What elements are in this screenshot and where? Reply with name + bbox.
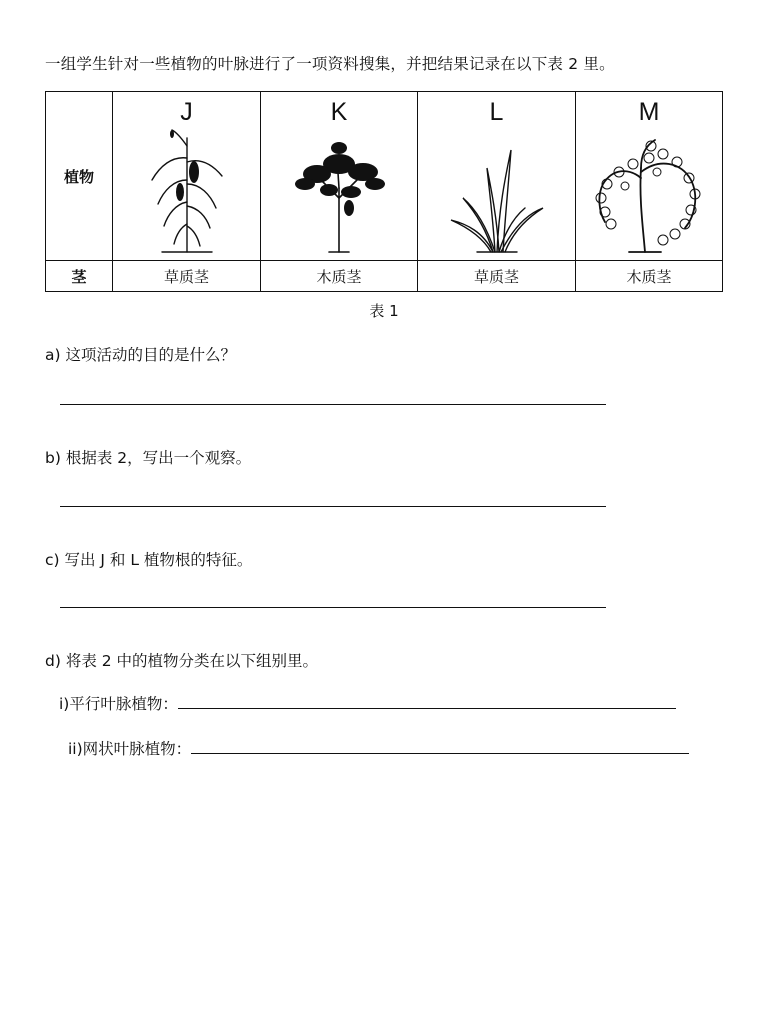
question-a: a) 这项活动的目的是什么？ [45, 346, 236, 364]
answer-line-b[interactable] [60, 506, 606, 507]
answer-line-d-ii[interactable] [191, 741, 689, 754]
question-b: b) 根据表 2，写出一个观察。 [45, 449, 252, 467]
question-c: c) 写出 J 和 L 植物根的特征。 [45, 551, 253, 569]
stem-cell-j: 草质茎 [113, 261, 261, 292]
plant-letter-k: K [330, 98, 348, 126]
plant-cell-k [261, 92, 418, 261]
question-d: d) 将表 2 中的植物分类在以下组别里。 [45, 652, 319, 670]
question-d-i-row [59, 692, 676, 714]
question-d-ii-row [68, 737, 689, 759]
row-label-plant: 植物 [46, 92, 113, 261]
plant-row [46, 92, 723, 261]
plant-letter-l: L [489, 98, 504, 126]
row-label-stem: 茎 [46, 261, 113, 292]
corn-plant-icon [142, 128, 232, 254]
plant-cell-j [113, 92, 261, 261]
stem-cell-k: 木质茎 [261, 261, 418, 292]
table-caption: 表 1 [369, 302, 399, 320]
shrub-plant-icon [289, 128, 389, 254]
plant-letter-m: M [638, 98, 660, 126]
intro-text: 一组学生针对一些植物的叶脉进行了一项资料搜集，并把结果记录在以下表 2 里。 [45, 55, 615, 73]
answer-line-c[interactable] [60, 607, 606, 608]
plant-letter-j: J [180, 98, 193, 126]
plant-cell-m [576, 92, 723, 261]
stem-cell-m: 木质茎 [576, 261, 723, 292]
tree-plant-icon [589, 128, 709, 254]
question-d-ii-label: ii)网状叶脉植物： [68, 740, 192, 758]
answer-line-a[interactable] [60, 404, 606, 405]
stem-row [46, 261, 723, 292]
question-d-i-label: i)平行叶脉植物： [59, 695, 178, 713]
plant-cell-l [418, 92, 576, 261]
stem-cell-l: 草质茎 [418, 261, 576, 292]
answer-line-d-i[interactable] [178, 696, 676, 709]
grass-plant-icon [447, 128, 547, 254]
plant-table [45, 91, 723, 292]
